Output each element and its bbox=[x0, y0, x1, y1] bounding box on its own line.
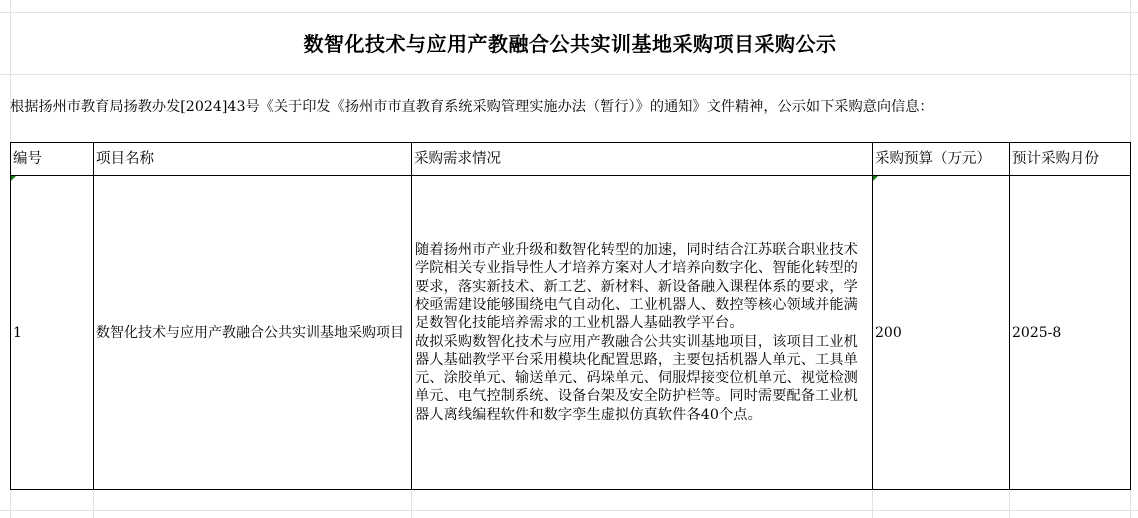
grid-row-line bbox=[0, 74, 1138, 75]
document-title: 数智化技术与应用产教融合公共实训基地采购项目采购公示 bbox=[303, 31, 837, 56]
cell-month[interactable] bbox=[1010, 176, 1131, 490]
cell-budget-text: 200 bbox=[875, 324, 902, 341]
header-month: 预计采购月份 bbox=[1010, 143, 1131, 176]
header-number: 编号 bbox=[11, 143, 94, 176]
procurement-table bbox=[10, 142, 1131, 490]
cell-month-text: 2025-8 bbox=[1012, 324, 1062, 341]
requirements-paragraph-2: 故拟采购数智化技术与应用产教融合公共实训基地项目，该项目工业机器人基础教学平台采用模块化配置思路，主要包括机器人单元、工具单元、涂胶单元、输送单元、码垛单元、伺服焊接变位机单元、视觉检测单元、电气控制系统、设备台架及安全防护栏等。同时需要配备工业机器人离线编程软件和数字孪生虚拟仿真软件各40个点。 bbox=[415, 333, 858, 423]
header-project-name: 项目名称 bbox=[94, 143, 412, 176]
cell-budget[interactable] bbox=[873, 176, 1010, 490]
header-requirements: 采购需求情况 bbox=[412, 143, 873, 176]
grid-column-line bbox=[872, 490, 873, 518]
cell-requirements[interactable] bbox=[412, 176, 873, 490]
grid-column-line bbox=[1009, 490, 1010, 518]
table-header-row bbox=[11, 143, 1131, 176]
header-budget: 采购预算（万元） bbox=[873, 143, 1010, 176]
grid-column-line bbox=[411, 490, 412, 518]
intro-text: 根据扬州市教育局扬教办发[2024]43号《关于印发《扬州市市直教育系统采购管理实施办法（暂行）》的通知》文件精神，公示如下采购意向信息： bbox=[10, 99, 934, 115]
table-row bbox=[11, 176, 1131, 490]
cell-number[interactable] bbox=[11, 176, 94, 490]
cell-number-text: 1 bbox=[13, 324, 22, 341]
cell-project-name[interactable] bbox=[94, 176, 412, 490]
requirements-paragraph-1: 随着扬州市产业升级和数智化转型的加速，同时结合江苏联合职业技术学院相关专业指导性人才培养方案对人才培养向数字化、智能化转型的要求，落实新技术、新工艺、新材料、新设备融入课程体系的要求，学校亟需建设能够围绕电气自动化、工业机器人、数控等核心领域并能满足数智化技能培养需求的工业机器人基础教学平台。 bbox=[415, 242, 858, 332]
grid-column-line bbox=[93, 490, 94, 518]
grid-row-line bbox=[0, 510, 1138, 511]
cell-project-name-text: 数智化技术与应用产教融合公共实训基地采购项目 bbox=[96, 324, 404, 341]
